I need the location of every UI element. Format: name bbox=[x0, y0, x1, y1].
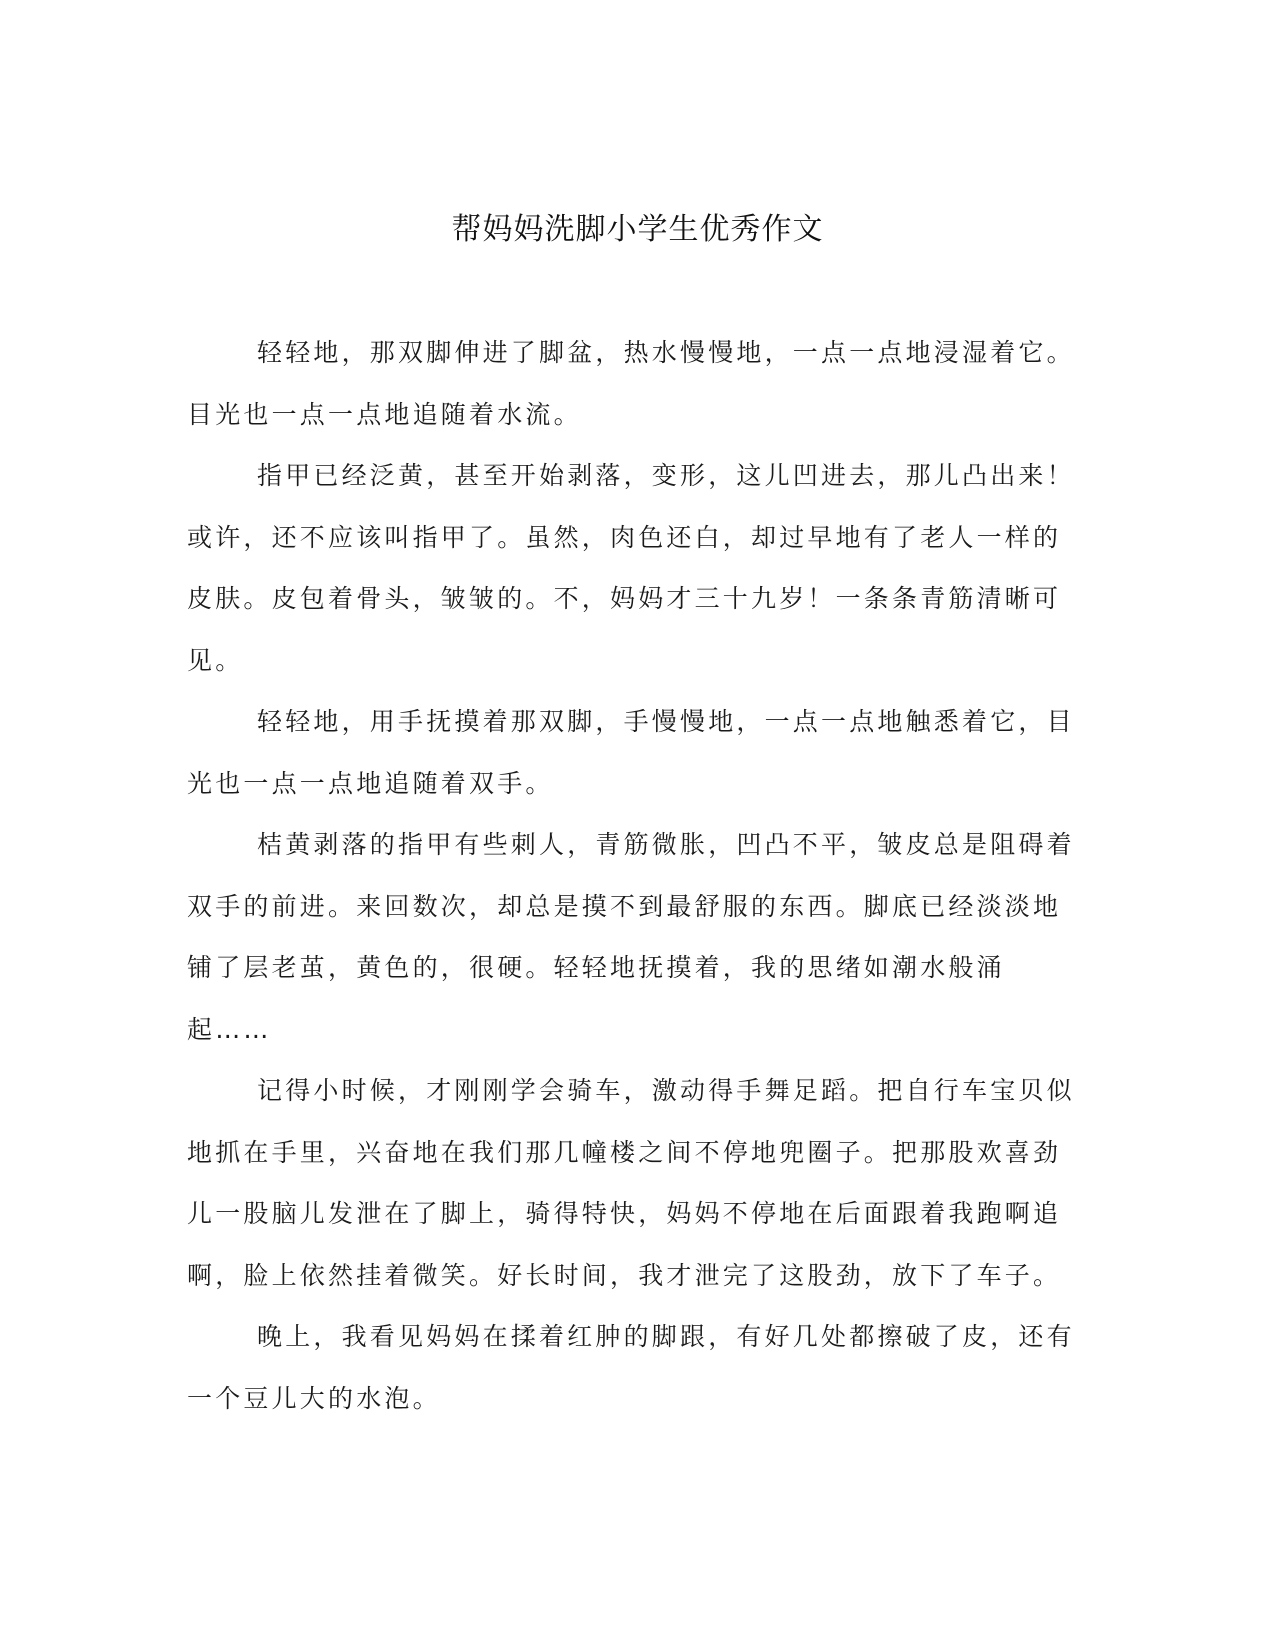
paragraph-1: 轻轻地，那双脚伸进了脚盆，热水慢慢地，一点一点地浸湿着它。目光也一点一点地追随着水流。 bbox=[187, 338, 1075, 429]
paragraph-5: 记得小时候，才刚刚学会骑车，激动得手舞足蹈。把自行车宝贝似地抓在手里，兴奋地在我们那几幢楼之间不停地兜圈子。把那股欢喜劲儿一股脑儿发泄在了脚上，骑得特快，妈妈不停地在后面跟着我跑啊追啊，脸上依然挂着微笑。好长时间，我才泄完了这股劲，放下了车子。 bbox=[187, 1076, 1075, 1290]
document-title: 帮妈妈洗脚小学生优秀作文 bbox=[451, 212, 824, 247]
paragraph-4: 桔黄剥落的指甲有些刺人，青筋微胀，凹凸不平，皱皮总是阻碍着双手的前进。来回数次，却总是摸不到最舒服的东西。脚底已经淡淡地铺了层老茧，黄色的，很硬。轻轻地抚摸着，我的思绪如潮水般涌起…… bbox=[187, 830, 1075, 1044]
paragraph-3: 轻轻地，用手抚摸着那双脚，手慢慢地，一点一点地触悉着它，目光也一点一点地追随着双手。 bbox=[187, 707, 1075, 798]
document-body bbox=[187, 322, 1077, 1429]
paragraph-6: 晚上，我看见妈妈在揉着红肿的脚跟，有好几处都擦破了皮，还有一个豆儿大的水泡。 bbox=[187, 1322, 1075, 1413]
paragraph-2: 指甲已经泛黄，甚至开始剥落，变形，这儿凹进去，那儿凸出来！或许，还不应该叫指甲了。虽然，肉色还白，却过早地有了老人一样的皮肤。皮包着骨头，皱皱的。不，妈妈才三十九岁！一条条青筋清晰可见。 bbox=[187, 461, 1075, 675]
